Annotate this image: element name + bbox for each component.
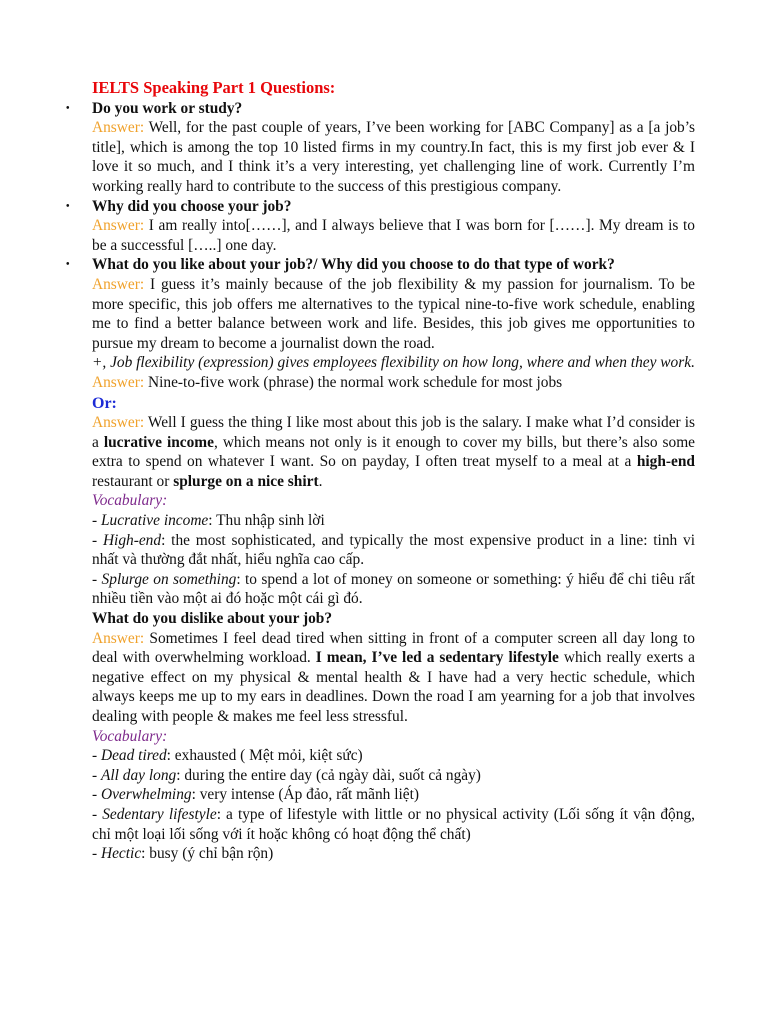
vocab-term: High-end	[102, 531, 162, 549]
or-label: Or:	[92, 394, 117, 412]
vocab-term: Sedentary lifestyle	[102, 805, 217, 823]
vocabulary-item	[92, 785, 695, 805]
vocab-term-splurge: splurge on a nice shirt	[173, 472, 319, 490]
vocab-definition: the most sophisticated, and typically the most expensive product in a line: tinh vi nhất và thường đắt nhất, hiểu nghĩa cao cấp.	[92, 531, 695, 569]
answer-label: Answer:	[92, 373, 145, 391]
vocab-prefix: -	[92, 512, 101, 530]
vocab-term: Dead tired	[100, 747, 167, 765]
answer-text: I guess it’s mainly because of the job flexibility & my passion for journalism. To be more specific, this job offers me alternatives to the typical nine-to-five work schedule, enabling me to find a better balance between work and life. Besides, this job gives me opportunities to pursue my dream to become a journalist down the road.	[92, 275, 695, 352]
vocabulary-item	[92, 766, 695, 786]
page-title: IELTS Speaking Part 1 Questions:	[92, 78, 336, 97]
expression-note: +, Job flexibility (expression) gives employees flexibility on how long, where and when they work.	[92, 354, 695, 372]
answer-text: , which means not only is it enough to cover my bills, but there’s also some extra to spend on whatever I want. So on payday, I often treat myself to a meal at a	[92, 433, 695, 471]
vocab-term-high-end: high-end	[636, 453, 695, 471]
vocabulary-item	[92, 844, 695, 864]
vocab-definition: a type of lifestyle with little or no physical activity (Lối sống ít vận động, chỉ một loại lối sống với ít hoặc không có hoạt động thể chất)	[92, 805, 695, 843]
answer-text: Well, for the past couple of years, I’ve been working for [ABC Company] as a [a job’s title], which is among the top 10 listed firms in my country.In fact, this is my first job ever & I love it so much, and I think it’s a very interesting, yet challenging line of work. Currently I’m working really hard to contribute to the success of this prestigious company.	[92, 119, 695, 195]
answer-label: Answer:	[92, 629, 145, 647]
question-work-or-study	[66, 99, 695, 119]
document-body	[66, 78, 695, 864]
vocabulary-label: Vocabulary:	[92, 727, 168, 745]
alternative-answer	[92, 413, 695, 491]
answer-label: Answer:	[92, 414, 145, 432]
vocab-prefix: -	[92, 845, 101, 863]
vocab-definition: exhausted ( Mệt mỏi, kiệt sức)	[174, 747, 363, 765]
vocabulary-list	[92, 511, 695, 609]
vocab-prefix: -	[92, 786, 101, 804]
vocab-prefix: -	[92, 570, 102, 588]
vocab-term-lucrative-income: lucrative income	[103, 433, 214, 451]
answer-emphasis: I mean, I’ve led a sedentary lifestyle	[315, 649, 559, 667]
vocab-term: Overwhelming	[100, 786, 192, 804]
vocabulary-item	[92, 511, 695, 531]
vocab-separator: :	[191, 786, 200, 804]
answer-label: Answer:	[92, 119, 145, 137]
vocab-prefix: -	[92, 805, 103, 823]
vocabulary-label: Vocabulary:	[92, 492, 168, 510]
answer-paragraph	[92, 629, 695, 727]
vocab-definition: Thu nhập sinh lời	[216, 512, 325, 530]
answer-text: Nine-to-five work (phrase) the normal work schedule for most jobs	[144, 373, 563, 391]
vocab-prefix: -	[92, 531, 103, 549]
vocab-separator: :	[141, 845, 150, 863]
vocabulary-item	[92, 531, 695, 570]
answer-text: .	[318, 472, 323, 490]
answer-paragraph	[92, 275, 695, 353]
question-text: Do you work or study?	[92, 99, 243, 117]
bullet-icon: •	[66, 102, 70, 114]
vocab-definition: very intense (Áp đảo, rất mãnh liệt)	[199, 786, 419, 804]
vocab-definition: during the entire day (cả ngày dài, suốt cả ngày)	[184, 766, 481, 784]
vocab-definition: busy (ý chỉ bận rộn)	[149, 845, 274, 863]
question-text: What do you like about your job?/ Why did you choose to do that type of work?	[92, 256, 615, 274]
vocab-separator: :	[236, 570, 246, 588]
vocab-definition: to spend a lot of money on someone or something: ý hiểu để chi tiêu rất nhiều tiền vào một ai đó hoặc một cái gì đó.	[92, 570, 695, 608]
answer-text: Sometimes I feel dead tired when sitting in front of a computer screen all day long to deal with overwhelming workload.	[92, 629, 695, 667]
answer-label: Answer:	[92, 275, 145, 293]
vocab-separator: :	[176, 766, 185, 784]
bullet-icon: •	[66, 259, 70, 271]
vocabulary-item	[92, 746, 695, 766]
vocabulary-item	[92, 570, 695, 609]
vocab-separator: :	[208, 512, 217, 530]
answer-label: Answer:	[92, 217, 145, 235]
vocab-prefix: -	[92, 747, 101, 765]
vocab-separator: :	[161, 531, 172, 549]
bullet-icon: •	[66, 200, 70, 212]
question-like-about-job	[66, 255, 695, 275]
vocab-term: Splurge on something	[101, 570, 237, 588]
answer-text: I am really into[……], and I always believe that I was born for [……]. My dream is to be a successful […..] one day.	[92, 217, 695, 254]
vocabulary-item	[92, 805, 695, 844]
question-text: Why did you choose your job?	[92, 197, 292, 215]
answer-paragraph	[92, 118, 695, 196]
answer-paragraph	[92, 373, 695, 393]
answer-text: which really exerts a negative effect on my physical & mental health & I have had a very hectic schedule, which always keeps me up to my ears in deadlines. Down the road I am yearning for a job that involves dealing with people & makes me feel less stressful.	[92, 649, 695, 725]
vocab-term: Lucrative income	[100, 512, 209, 530]
vocab-separator: :	[166, 747, 175, 765]
vocab-term: Hectic	[100, 845, 142, 863]
question-why-choose-job	[66, 197, 695, 217]
vocab-term: All day long	[100, 766, 177, 784]
question-dislike-about-job: What do you dislike about your job?	[92, 610, 333, 628]
vocab-separator: :	[216, 805, 227, 823]
vocab-prefix: -	[92, 766, 101, 784]
answer-text: restaurant or	[92, 472, 174, 490]
answer-text: Well I guess the thing I like most about this job is the salary. I make what I’d consider is a	[92, 414, 695, 451]
vocabulary-list	[92, 746, 695, 864]
answer-paragraph	[92, 216, 695, 255]
